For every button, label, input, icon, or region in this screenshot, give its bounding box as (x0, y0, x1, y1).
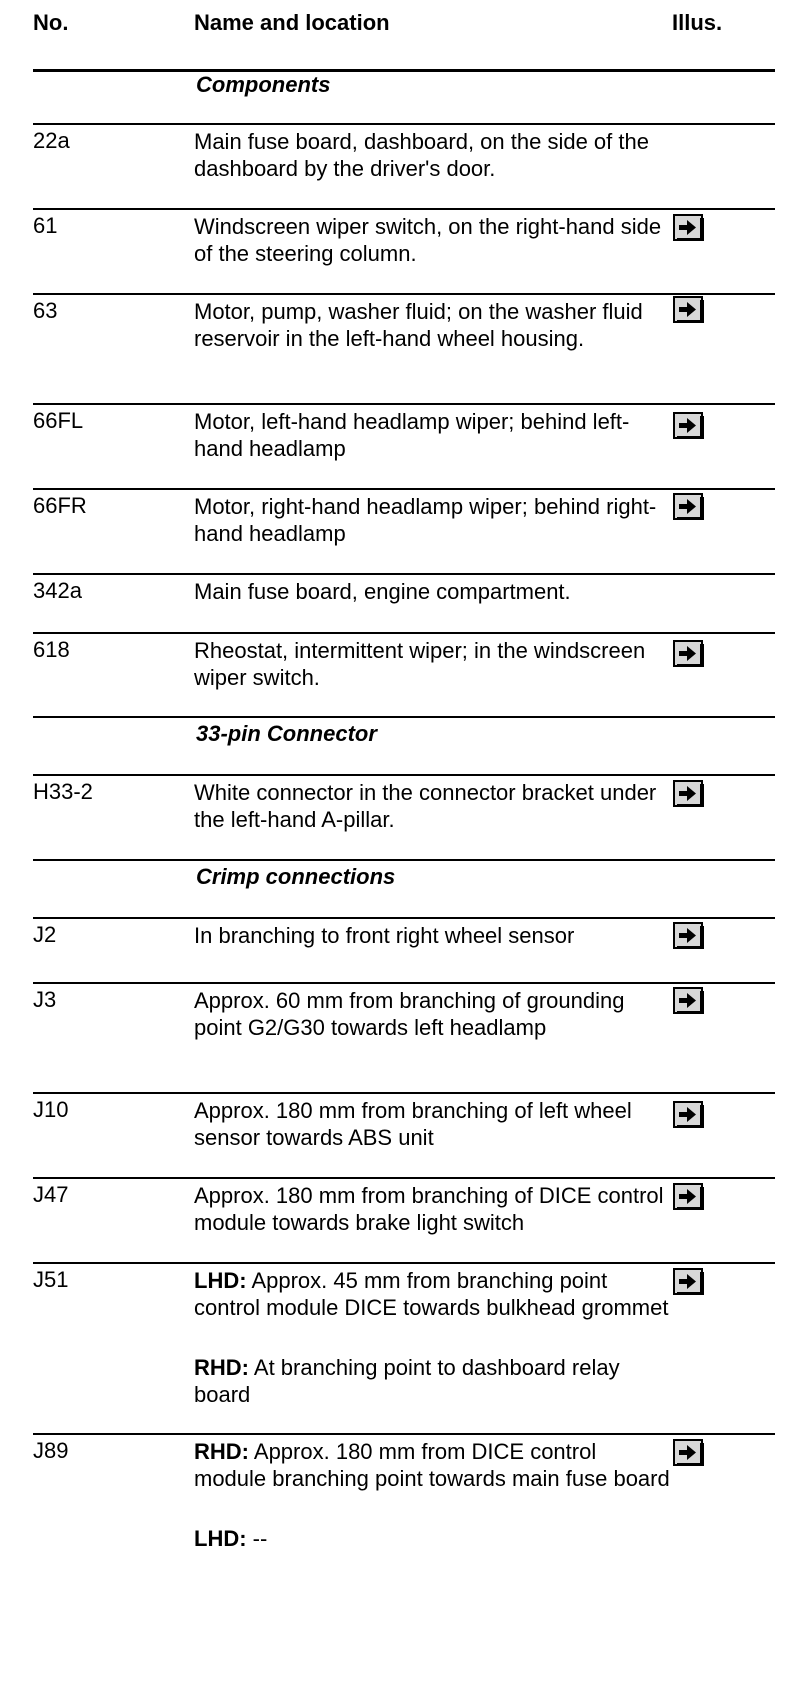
row-number: J89 (33, 1438, 69, 1463)
row-description: Main fuse board, dashboard, on the side of the dashboard by the driver's door. (194, 129, 649, 181)
row-description: Rheostat, intermittent wiper; in the windscreen wiper switch. (194, 638, 646, 690)
row-number: 63 (33, 298, 58, 323)
row-number: J2 (33, 922, 57, 947)
row-description-rhd (194, 1438, 674, 1492)
lhd-text: -- (246, 1526, 268, 1551)
row-description: Approx. 180 mm from branching of left wheel sensor towards ABS unit (194, 1098, 632, 1150)
row-number: 342a (33, 578, 82, 603)
section-title-components: Components (196, 72, 331, 97)
illustration-arrow-icon[interactable] (673, 412, 705, 440)
row-description: Approx. 180 mm from branching of DICE control module towards brake light switch (194, 1183, 664, 1235)
column-header-illus: Illus. (672, 10, 723, 35)
illustration-arrow-icon[interactable] (673, 493, 705, 521)
row-number: H33-2 (33, 779, 93, 804)
row-description: In branching to front right wheel sensor (194, 923, 575, 948)
row-number: J3 (33, 987, 57, 1012)
header-divider (33, 69, 775, 72)
row-description-lhd (194, 1267, 674, 1321)
row-description-lhd (194, 1525, 674, 1552)
illustration-arrow-icon[interactable] (673, 640, 705, 668)
row-divider (33, 293, 775, 295)
illustration-arrow-icon[interactable] (673, 922, 705, 950)
column-header-no: No. (33, 10, 69, 35)
row-divider (33, 1177, 775, 1179)
rhd-label: RHD: (194, 1439, 249, 1464)
row-divider (33, 1092, 775, 1094)
row-number: 66FR (33, 493, 87, 518)
illustration-arrow-icon[interactable] (673, 1183, 705, 1211)
illustration-arrow-icon[interactable] (673, 1268, 705, 1296)
row-number: J47 (33, 1182, 69, 1207)
row-divider (33, 632, 775, 634)
row-number: 22a (33, 128, 70, 153)
rhd-text: Approx. 180 mm from DICE control module branching point towards main fuse board (194, 1439, 670, 1491)
row-number: 618 (33, 637, 70, 662)
rhd-text: At branching point to dashboard relay board (194, 1355, 620, 1407)
section-title-connector: 33-pin Connector (196, 721, 377, 746)
row-description: Motor, right-hand headlamp wiper; behind right-hand headlamp (194, 494, 657, 546)
row-number: 61 (33, 213, 58, 238)
section-divider (33, 716, 775, 718)
row-divider (33, 774, 775, 776)
section-divider (33, 859, 775, 861)
illustration-arrow-icon[interactable] (673, 1439, 705, 1467)
column-header-name: Name and location (194, 10, 390, 35)
illustration-arrow-icon[interactable] (673, 1101, 705, 1129)
illustration-arrow-icon[interactable] (673, 214, 705, 242)
row-description: Approx. 60 mm from branching of grounding point G2/G30 towards left headlamp (194, 988, 625, 1040)
row-divider (33, 982, 775, 984)
row-number: J10 (33, 1097, 69, 1122)
row-description: White connector in the connector bracket under the left-hand A-pillar. (194, 780, 657, 832)
rhd-label: RHD: (194, 1355, 249, 1380)
row-divider (33, 1262, 775, 1264)
lhd-label: LHD: (194, 1268, 247, 1293)
row-description: Motor, left-hand headlamp wiper; behind left-hand headlamp (194, 409, 630, 461)
row-description-rhd (194, 1354, 674, 1408)
row-description: Main fuse board, engine compartment. (194, 579, 571, 604)
row-description: Motor, pump, washer fluid; on the washer fluid reservoir in the left-hand wheel housing. (194, 299, 643, 351)
row-description: Windscreen wiper switch, on the right-hand side of the steering column. (194, 214, 662, 266)
illustration-arrow-icon[interactable] (673, 296, 705, 324)
lhd-label: LHD: (194, 1526, 247, 1551)
row-divider (33, 403, 775, 405)
illustration-arrow-icon[interactable] (673, 987, 705, 1015)
illustration-arrow-icon[interactable] (673, 780, 705, 808)
row-number: 66FL (33, 408, 84, 433)
row-number: J51 (33, 1267, 69, 1292)
row-divider (33, 208, 775, 210)
row-divider (33, 573, 775, 575)
lhd-text: Approx. 45 mm from branching point control module DICE towards bulkhead grommet (194, 1268, 669, 1320)
row-divider (33, 123, 775, 125)
row-divider (33, 1433, 775, 1435)
section-title-crimp: Crimp connections (196, 864, 396, 889)
row-divider (33, 488, 775, 490)
row-divider (33, 917, 775, 919)
